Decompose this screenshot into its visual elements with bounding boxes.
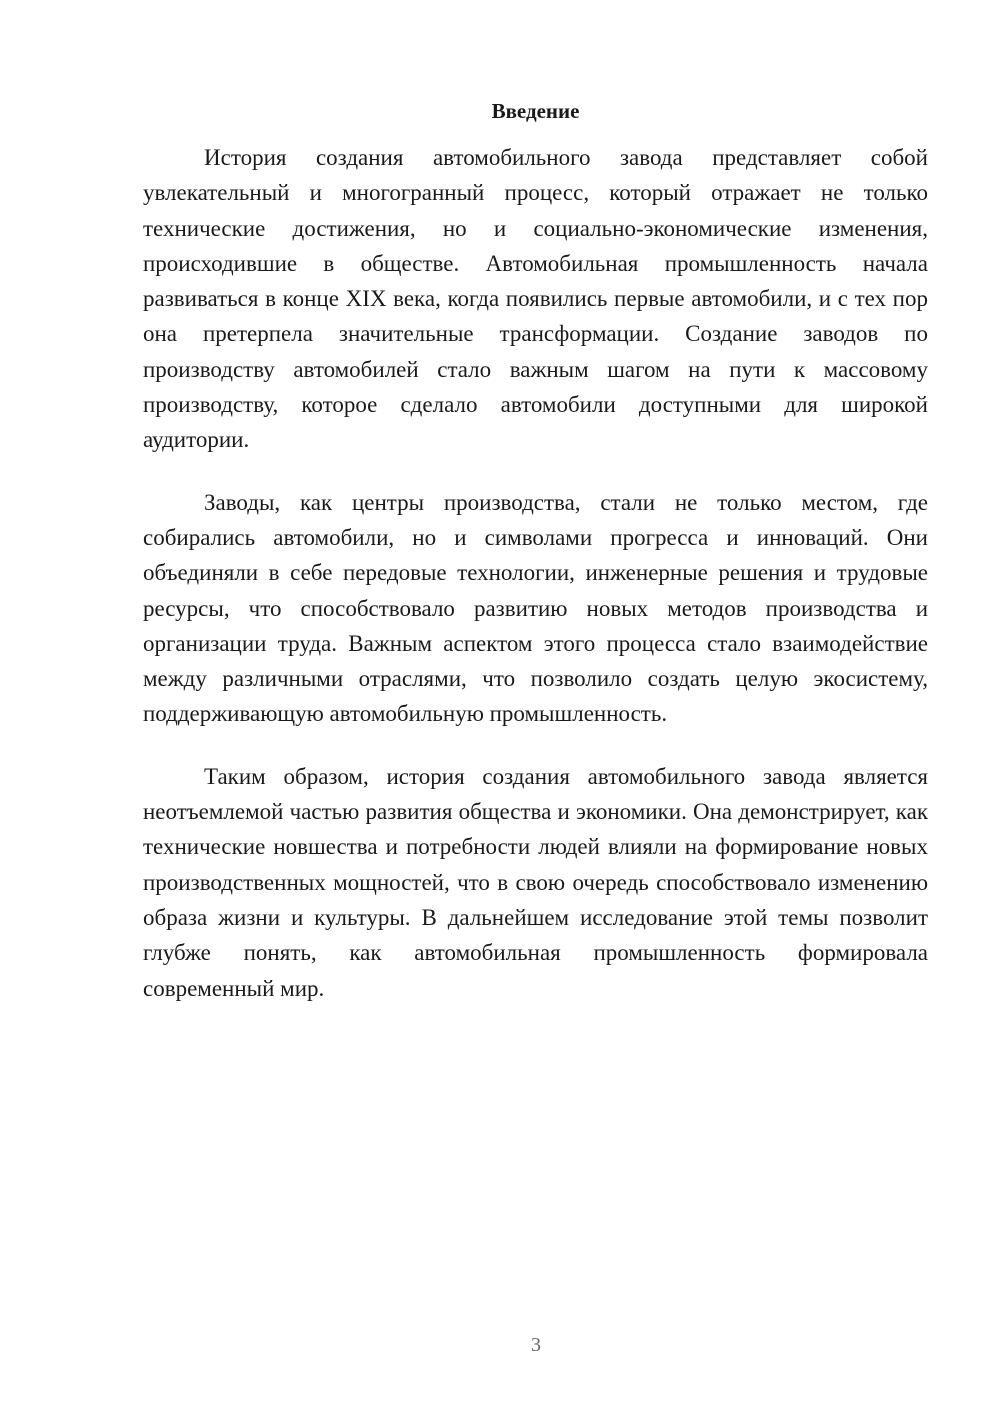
paragraph-1: История создания автомобильного завода представляет собой увлекательный и многогранный процесс, который отражает не только технические достижения, но и социально-экономические изменения, происходившие в обществе. Автомобильная промышленность начала развиваться в конце XIX века, когда появились первые автомобили, и с тех пор она претерпела значительные трансформации. Создание заводов по производству автомобилей стало важным шагом на пути к массовому производству, которое сделало автомобили доступными для широкой аудитории. xyxy=(143,145,928,453)
section-heading: Введение xyxy=(491,99,580,123)
paragraph-3: Таким образом, история создания автомобильного завода является неотъемлемой частью развития общества и экономики. Она демонстрирует, как технические новшества и потребности людей влияли на формирование новых производственных мощностей, что в свою очередь способствовало изменению образа жизни и культуры. В дальнейшем исследование этой темы позволит глубже понять, как автомобильная промышленность формировала современный мир. xyxy=(143,763,928,1001)
page-content xyxy=(143,96,928,1033)
paragraph-2: Заводы, как центры производства, стали не только местом, где собирались автомобили, но и символами прогресса и инноваций. Они объединяли в себе передовые технологии, инженерные решения и трудовые ресурсы, что способствовало развитию новых методов производства и организации труда. Важным аспектом этого процесса стало взаимодействие между различными отраслями, что позволило создать целую экосистему, поддерживающую автомобильную промышленность. xyxy=(143,489,928,727)
page-number: 3 xyxy=(531,1334,541,1356)
